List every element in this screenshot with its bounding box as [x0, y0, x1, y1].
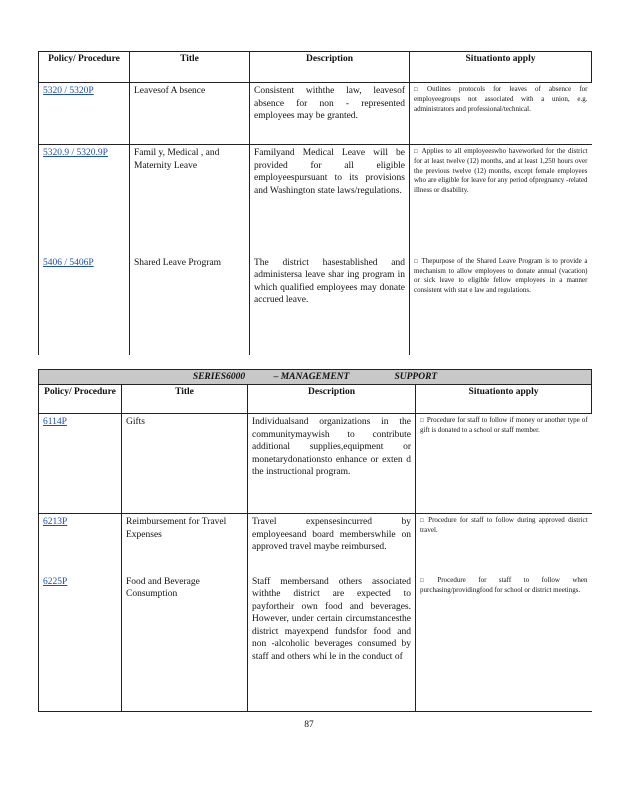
row-situation: Procedure for staff to follow during approved district travel. — [420, 516, 588, 535]
row-title: Famil y, Medical , and Maternity Leave — [130, 145, 250, 255]
checkbox-bullet-icon — [414, 85, 427, 93]
table-row — [39, 414, 592, 514]
policy-link-6213[interactable]: 6213P — [43, 517, 68, 527]
policy-table-series5000 — [38, 51, 592, 355]
row-description: Consistent withthe law, leavesof absence for non - represented employees may be granted. — [250, 83, 410, 145]
row-situation: Procedure for staff to follow when purchasing/providingfood for school or district meetings. — [420, 575, 588, 594]
series-number: SERIES6000 — [192, 372, 246, 382]
row-title: Shared Leave Program — [130, 255, 250, 355]
table-row — [39, 574, 592, 712]
header-policy: Policy/ Procedure — [39, 385, 122, 414]
checkbox-bullet-icon — [414, 147, 422, 155]
policy-link-5320[interactable]: 5320 / 5320P — [43, 86, 94, 96]
table-row — [39, 255, 592, 355]
header-title: Title — [122, 385, 248, 414]
row-description: Travel expensesincurred by employeesand board memberswhile on approved travel maybe reimbursed. — [248, 514, 416, 574]
row-title: Leavesof A bsence — [130, 83, 250, 145]
policy-table-series6000 — [38, 369, 592, 712]
policy-link-5406[interactable]: 5406 / 5406P — [43, 257, 94, 268]
table-header-row — [39, 385, 592, 414]
checkbox-bullet-icon — [420, 516, 428, 524]
header-description: Description — [250, 52, 410, 83]
row-title: Gifts — [122, 414, 248, 514]
row-situation: Procedure for staff to follow if money or another type of gift is donated to a school or staff member. — [420, 416, 588, 435]
header-policy: Policy/ Procedure — [39, 52, 130, 83]
policy-link-5320-9[interactable]: 5320.9 / 5320.9P — [43, 148, 108, 158]
checkbox-bullet-icon — [420, 576, 437, 584]
row-description: Staff membersand others associated withthe district are expected to payfortheir own food and beverages. However, under certain circumstancesthe district mayexpend fundsfor food and non -alcoholic beverages consumed by staff and others whi le in the conduct of — [248, 574, 416, 712]
checkbox-bullet-icon — [420, 416, 427, 424]
table-header-row — [39, 52, 592, 83]
series-name: – MANAGEMENT — [273, 372, 350, 382]
header-title: Title — [130, 52, 250, 83]
header-situation: Situationto apply — [410, 52, 592, 83]
table-row — [39, 514, 592, 574]
header-situation: Situationto apply — [416, 385, 592, 414]
row-title: Reimbursement for Travel Expenses — [122, 514, 248, 574]
table-row — [39, 83, 592, 145]
row-description: The district hasestablished and administersa leave shar ing program in which qualified employees may donate accrued leave. — [250, 255, 410, 355]
header-description: Description — [248, 385, 416, 414]
row-situation: Outlines protocols for leaves of absence for employeegroups not associated with a union, e.g. administrators and professional/technical. — [414, 85, 588, 113]
row-situation: Applies to all employeeswho haveworked for the district for at least twelve (12) months, and at least 1,250 hours over the previous twelve (12) months, except female employees who are eligible for leave for any period ofpregnancy -related illness or disability. — [414, 147, 588, 194]
policy-link-6114[interactable]: 6114P — [43, 417, 67, 427]
policy-link-6225[interactable]: 6225P — [43, 576, 68, 587]
row-title: Food and Beverage Consumption — [122, 574, 248, 712]
series-banner — [39, 370, 592, 385]
table-row — [39, 145, 592, 255]
page-number: 87 — [304, 720, 314, 730]
row-situation: Thepurpose of the Shared Leave Program is to provide a mechanism to allow employees to donate annual (vacation) or sick leave to eligible fellow employees in a manner consistent with stat e law and regulations. — [414, 256, 588, 294]
series-support: SUPPORT — [394, 372, 438, 382]
row-description: Familyand Medical Leave will be provided for all eligible employeespursuant to its provisions and Washington state laws/regulations. — [250, 145, 410, 255]
row-description: Individualsand organizations in the communitymaywish to contribute additional supplies,equipment or monetarydonationsto enhance or exten d the instructional program. — [248, 414, 416, 514]
